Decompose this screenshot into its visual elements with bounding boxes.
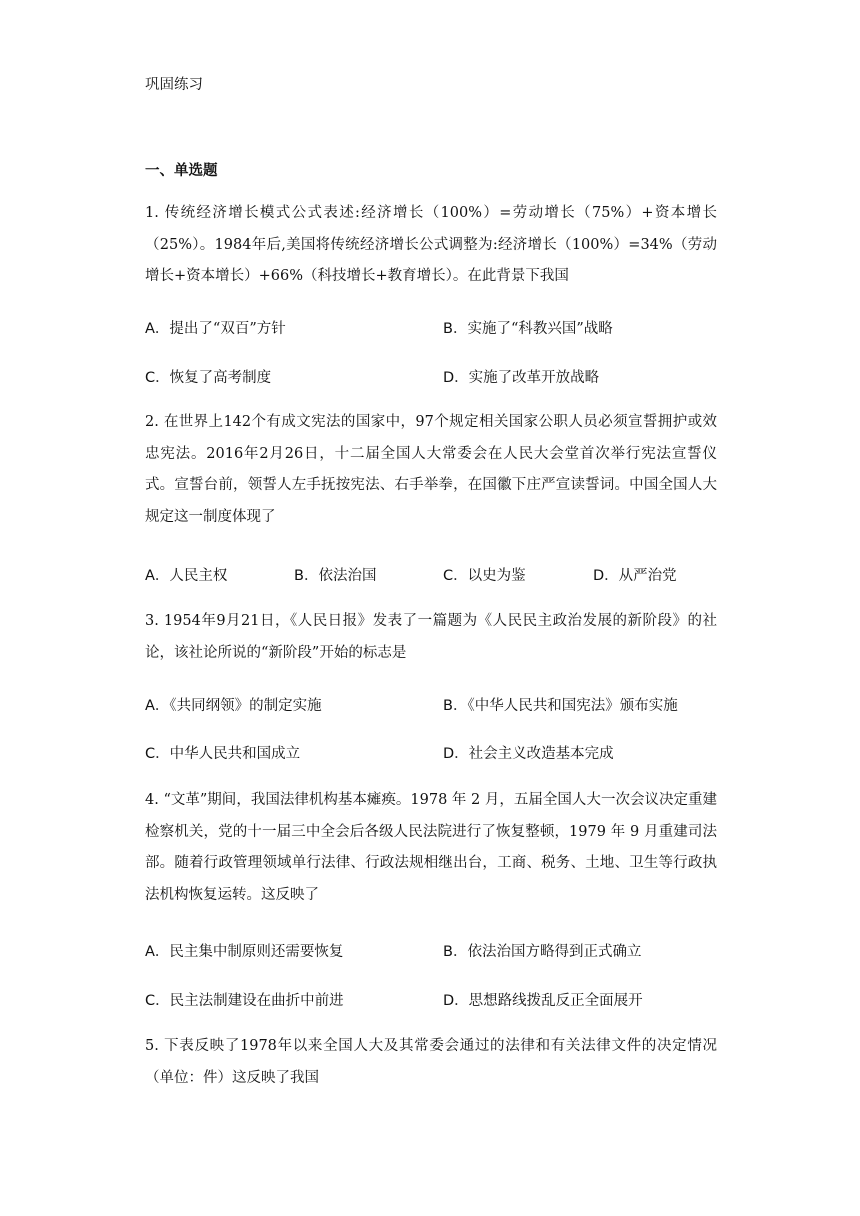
question-3-option-d[interactable] <box>443 742 614 763</box>
option-text: 恢复了高考制度 <box>169 370 272 386</box>
option-text: 《中华人民共和国宪法》颁布实施 <box>467 698 678 714</box>
option-text: 提出了“双百”方针 <box>169 321 286 337</box>
option-letter: C． <box>145 370 170 386</box>
question-4-option-c[interactable] <box>145 989 344 1010</box>
option-text: 依法治国方略得到正式确立 <box>467 944 642 960</box>
option-letter: D． <box>593 568 619 584</box>
option-text: 民主法制建设在曲折中前进 <box>169 993 344 1009</box>
option-text: 《共同纲领》的制定实施 <box>169 698 322 714</box>
option-letter: A． <box>145 568 170 584</box>
question-1-option-a[interactable] <box>145 317 286 338</box>
question-4-stem: 4. “文革”期间，我国法律机构基本瘫痪。1978 年 2 月，五届全国人大一次会议决定重建检察机关，党的十一届三中全会后各级人民法院进行了恢复整顿，1979 年 9 月重建司法部。随着行政管理领域单行法律、行政法规相继出台，工商、税务、土地、卫生等行政执法机构恢复运转。这反映了 <box>145 792 717 903</box>
question-2-option-c[interactable] <box>443 564 526 585</box>
question-1-option-b[interactable] <box>443 317 613 338</box>
option-text: 依法治国 <box>318 568 377 584</box>
question-1-option-d[interactable] <box>443 366 599 387</box>
option-letter: A． <box>145 698 170 714</box>
question-1-stem: 1. 传统经济增长模式公式表述:经济增长（100%）=劳动增长（75%）+资本增长（25%）。1984年后,美国将传统经济增长公式调整为:经济增长（100%）=34%（劳动增长+资本增长）+66%（科技增长+教育增长）。在此背景下我国 <box>145 205 717 284</box>
option-letter: A． <box>145 321 170 337</box>
question-3-option-b[interactable] <box>443 694 678 715</box>
question-3-stem: 3. 1954年9月21日，《人民日报》发表了一篇题为《人民民主政治发展的新阶段》的社论，该社论所说的“新阶段”开始的标志是 <box>145 613 717 661</box>
page-header: 巩固练习 <box>145 77 203 93</box>
question-2-stem: 2. 在世界上142个有成文宪法的国家中，97个规定相关国家公职人员必须宣誓拥护或效忠宪法。2016年2月26日，十二届全国人大常委会在人民大会堂首次举行宪法宣誓仪式。宣誓台前，领誓人左手抚按宪法、右手举拳，在国徽下庄严宣读誓词。中国全国人大规定这一制度体现了 <box>145 414 717 525</box>
question-4-option-b[interactable] <box>443 940 641 961</box>
option-letter: B． <box>294 568 319 584</box>
option-text: 从严治党 <box>618 568 677 584</box>
question-4-option-a[interactable] <box>145 940 343 961</box>
option-text: 民主集中制原则还需要恢复 <box>169 944 344 960</box>
option-letter: D． <box>443 746 469 762</box>
option-letter: D． <box>443 370 469 386</box>
option-letter: B． <box>443 698 468 714</box>
option-letter: B． <box>443 321 468 337</box>
question-1-option-c[interactable] <box>145 366 271 387</box>
option-letter: B． <box>443 944 468 960</box>
option-text: 实施了“科教兴国”战略 <box>467 321 613 337</box>
option-text: 中华人民共和国成立 <box>169 746 301 762</box>
option-letter: C． <box>443 568 468 584</box>
question-3-option-c[interactable] <box>145 742 300 763</box>
question-4-option-d[interactable] <box>443 989 643 1010</box>
question-2-option-b[interactable] <box>294 564 376 585</box>
option-text: 以史为鉴 <box>467 568 526 584</box>
option-text: 实施了改革开放战略 <box>468 370 600 386</box>
question-3-option-a[interactable] <box>145 694 322 715</box>
option-text: 人民主权 <box>169 568 228 584</box>
option-letter: C． <box>145 993 170 1009</box>
option-text: 社会主义改造基本完成 <box>468 746 614 762</box>
option-letter: C． <box>145 746 170 762</box>
question-2-option-a[interactable] <box>145 564 227 585</box>
question-5-stem: 5. 下表反映了1978年以来全国人大及其常委会通过的法律和有关法律文件的决定情况（单位：件）这反映了我国 <box>145 1038 717 1086</box>
option-letter: D． <box>443 993 469 1009</box>
option-letter: A． <box>145 944 170 960</box>
question-2-option-d[interactable] <box>593 564 677 585</box>
section-title: 一、单选题 <box>145 163 218 179</box>
option-text: 思想路线拨乱反正全面展开 <box>468 993 643 1009</box>
